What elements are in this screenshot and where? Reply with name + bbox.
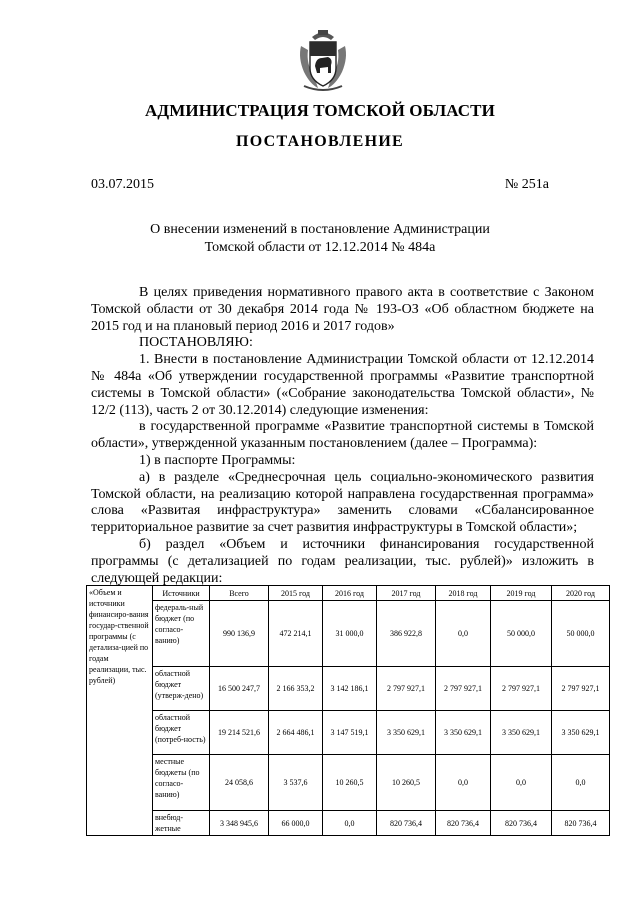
table-value-cell: 820 736,4 <box>377 811 436 836</box>
table-header-cell: 2017 год <box>377 586 436 601</box>
table-value-cell: 3 142 186,1 <box>323 667 377 711</box>
table-value-cell: 24 058,6 <box>210 755 269 811</box>
table-value-cell: 990 136,9 <box>210 601 269 667</box>
table-value-cell: 2 664 486,1 <box>269 711 323 755</box>
body-paragraph-item-a: а) в разделе «Среднесрочная цель социально-экономического развития Томской области, на реализацию которой направлена государственная программа» слова «Развитая инфраструктура» заменить словами «Сбалансированное территориальное развитие за счет развития инфраструктуры в Томской области»; <box>91 469 594 536</box>
table-value-cell: 66 000,0 <box>269 811 323 836</box>
table-value-cell: 10 260,5 <box>323 755 377 811</box>
table-value-cell: 2 166 353,2 <box>269 667 323 711</box>
table-value-cell: 16 500 247,7 <box>210 667 269 711</box>
table-header-cell: 2018 год <box>436 586 491 601</box>
table-source-cell: областной бюджет (утверж-дено) <box>153 667 210 711</box>
body-paragraph-resolve: ПОСТАНОВЛЯЮ: <box>139 335 253 351</box>
table-row-label: «Объем и источники финансиро-вания государ-ственной программы (с детализа-цией по годам реализации, тыс. рублей) <box>87 586 153 836</box>
table-value-cell: 472 214,1 <box>269 601 323 667</box>
table-row <box>87 811 610 836</box>
table-header-row <box>87 586 610 601</box>
table-value-cell: 0,0 <box>552 755 610 811</box>
table-row <box>87 755 610 811</box>
document-subject <box>0 221 640 257</box>
table-header-cell: 2016 год <box>323 586 377 601</box>
table-value-cell: 820 736,4 <box>552 811 610 836</box>
table-value-cell: 10 260,5 <box>377 755 436 811</box>
table-header-cell: 2015 год <box>269 586 323 601</box>
table-value-cell: 820 736,4 <box>436 811 491 836</box>
document-date: 03.07.2015 <box>91 177 154 192</box>
table-row <box>87 667 610 711</box>
table-value-cell: 3 348 945,6 <box>210 811 269 836</box>
table-value-cell: 50 000,0 <box>491 601 552 667</box>
body-paragraph-item-1: 1. Внести в постановление Администрации Томской области от 12.12.2014 № 484а «Об утверждении государственной программы «Развитие транспортной системы в Томской области» («Собрание законодательства Томской области», № 12/2 (113), часть 2 от 30.12.2014) следующие изменения: <box>91 352 594 418</box>
table-source-cell: местные бюджеты (по согласо-ванию) <box>153 755 210 811</box>
table-header-cell: 2020 год <box>552 586 610 601</box>
table-value-cell: 19 214 521,6 <box>210 711 269 755</box>
table-value-cell: 31 000,0 <box>323 601 377 667</box>
table-row <box>87 711 610 755</box>
table-value-cell: 2 797 927,1 <box>491 667 552 711</box>
table-header-cell: Всего <box>210 586 269 601</box>
table-source-cell: федераль-ный бюджет (по согласо-ванию) <box>153 601 210 667</box>
table-value-cell: 2 797 927,1 <box>552 667 610 711</box>
body-paragraph-program: в государственной программе «Развитие транспортной системы в Томской области», утвержденной указанным постановлением (далее – Программа): <box>91 419 594 452</box>
subject-line-1: О внесении изменений в постановление Администрации <box>150 222 490 237</box>
body-paragraph-passport: 1) в паспорте Программы: <box>139 452 296 468</box>
table-value-cell: 3 537,6 <box>269 755 323 811</box>
table-value-cell: 3 350 629,1 <box>436 711 491 755</box>
table-source-cell: областной бюджет (потреб-ность) <box>153 711 210 755</box>
table-header-cell: Источники <box>153 586 210 601</box>
organization-title: АДМИНИСТРАЦИЯ ТОМСКОЙ ОБЛАСТИ <box>145 101 495 120</box>
table-header-cell: 2019 год <box>491 586 552 601</box>
table-value-cell: 0,0 <box>436 755 491 811</box>
table-value-cell: 2 797 927,1 <box>377 667 436 711</box>
document-type: ПОСТАНОВЛЕНИЕ <box>235 133 405 150</box>
table-value-cell: 3 350 629,1 <box>552 711 610 755</box>
table-value-cell: 3 350 629,1 <box>491 711 552 755</box>
document-body <box>91 285 594 587</box>
table-value-cell: 0,0 <box>491 755 552 811</box>
table-value-cell: 0,0 <box>436 601 491 667</box>
body-paragraph-item-b: б) раздел «Объем и источники финансирования государственной программы (с детализацией по годам реализации, тыс. рублей)» изложить в следующей редакции: <box>91 536 594 586</box>
table-source-cell: внебюд-жетные <box>153 811 210 836</box>
table-row <box>87 601 610 667</box>
financing-table <box>86 585 610 836</box>
table-value-cell: 3 147 519,1 <box>323 711 377 755</box>
table-value-cell: 2 797 927,1 <box>436 667 491 711</box>
table-value-cell: 386 922,8 <box>377 601 436 667</box>
table-value-cell: 0,0 <box>323 811 377 836</box>
table-value-cell: 820 736,4 <box>491 811 552 836</box>
subject-line-2: Томской области от 12.12.2014 № 484а <box>204 240 436 255</box>
table-value-cell: 50 000,0 <box>552 601 610 667</box>
table-value-cell: 3 350 629,1 <box>377 711 436 755</box>
body-paragraph-preamble: В целях приведения нормативного правого акта в соответствие с Законом Томской области от 30 декабря 2014 года № 193-ОЗ «Об областном бюджете на 2015 год и на плановый период 2016 и 2017 годов» <box>91 285 594 334</box>
tomsk-coat-of-arms-emblem <box>298 28 348 94</box>
document-number: № 251а <box>504 177 549 192</box>
